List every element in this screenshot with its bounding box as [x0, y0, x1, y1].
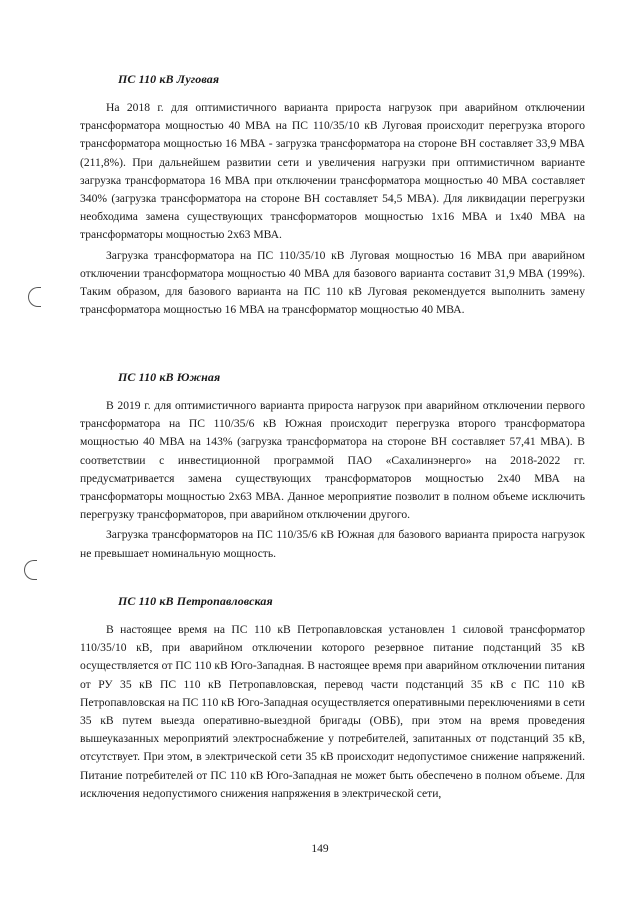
paragraph: Загрузка трансформатора на ПС 110/35/10 кВ Луговая мощностью 16 МВА при аварийном отключении трансформатора мощностью 40 МВА для базового варианта составит 31,9 МВА (199%). Таким образом, для базового варианта на ПС 110 кВ Луговая рекомендуется выполнить замену трансформатора мощностью 16 МВА на трансформатор мощностью 40 МВА. [80, 248, 585, 317]
section-heading-yuzhnaya: ПС 110 кВ Южная [118, 370, 221, 384]
section-body-petropavlovskaya [80, 621, 585, 803]
binding-hole-mark [24, 560, 37, 580]
paragraph: В 2019 г. для оптимистичного варианта прироста нагрузок при аварийном отключении первого трансформатора на ПС 110/35/6 кВ Южная происходит перегрузка второго трансформатора мощностью 40 МВА на 143% (загрузка трансформатора на стороне ВН составляет 57,41 МВА). В соответствии с инвестиционной программой ПАО «Сахалинэнерго» на 2018-2022 гг. предусматривается замена существующих трансформаторов мощностью 2х40 МВА на трансформаторы мощностью 2х63 МВА. Данное мероприятие позволит в полном объеме исключить перегрузку трансформаторов, при аварийном отключении другого. [80, 399, 585, 522]
paragraph: На 2018 г. для оптимистичного варианта прироста нагрузок при аварийном отключении трансформатора мощностью 40 МВА на ПС 110/35/10 кВ Луговая происходит перегрузка второго трансформатора мощностью 16 МВА - загрузка трансформатора на стороне ВН составляет 33,9 МВА (211,8%). При дальнейшем развитии сети и увеличения нагрузки при оптимистичном варианте загрузка трансформатора 16 МВА при отключении трансформатора мощностью 40 МВА составляет 340% (загрузка трансформатора на стороне ВН составляет 54,5 МВА). Для ликвидации перегрузки необходима замена существующих трансформаторов мощностью 1х16 МВА и 1х40 МВА на трансформаторы мощностью 2х63 МВА. [80, 101, 585, 242]
section-body-lugovaya [80, 99, 585, 319]
page-number: 149 [311, 843, 329, 855]
paragraph: В настоящее время на ПС 110 кВ Петропавловская установлен 1 силовой трансформатор 110/35/10 кВ, при аварийном отключении которого резервное питание подстанций 35 кВ осуществляется от ПС 110 кВ Юго-Западная. В настоящее время при аварийном отключении питания от РУ 35 кВ ПС 110 кВ Петропавловская, перевод части подстанций 35 кВ с ПС 110 кВ Петропавловская на ПС 110 кВ Юго-Западная осуществляется оперативными переключениями в сети 35 кВ путем выезда оперативно-выездной бригады (ОВБ), при этом на время проведения вышеуказанных мероприятий электроснабжение у потребителей, запитанных от подстанций 35 кВ, отсутствует. При этом, в электрической сети 35 кВ происходит недопустимое снижение напряжений. Питание потребителей от ПС 110 кВ Юго-Западная не может быть обеспечено в полном объеме. Для исключения недопустимого снижения напряжения в электрической сети, [80, 623, 585, 800]
binding-hole-mark [28, 287, 41, 307]
section-heading-petropavlovskaya: ПС 110 кВ Петропавловская [118, 594, 273, 608]
section-body-yuzhnaya [80, 397, 585, 563]
paragraph: Загрузка трансформаторов на ПС 110/35/6 кВ Южная для базового варианта прироста нагрузок не превышает номинальную мощность. [80, 528, 585, 560]
section-heading-lugovaya: ПС 110 кВ Луговая [118, 72, 220, 86]
